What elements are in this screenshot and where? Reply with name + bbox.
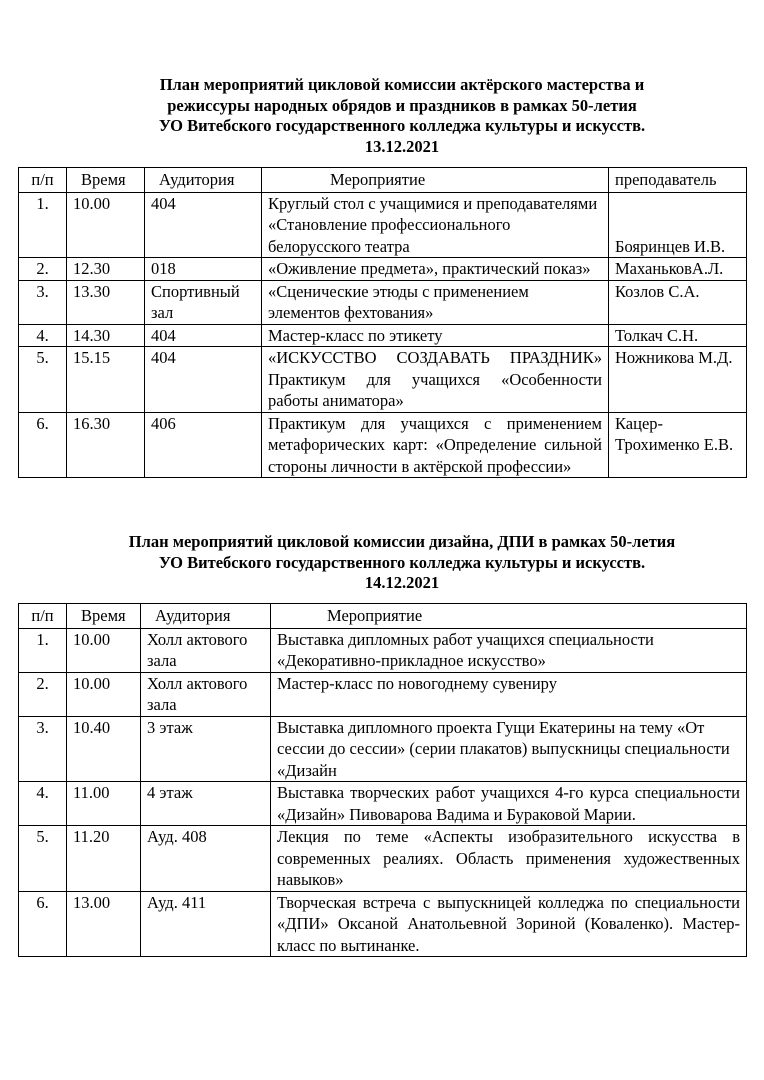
header-teacher: преподаватель	[609, 168, 747, 193]
row-time: 13.00	[67, 891, 141, 957]
header-num: п/п	[19, 168, 67, 193]
row-time: 10.40	[67, 716, 141, 782]
row-event: Выставка дипломных работ учащихся специальности «Декоративно-прикладное искусство»	[271, 628, 747, 672]
row-time: 16.30	[67, 412, 145, 478]
row-teacher: МаханьковА.Л.	[609, 258, 747, 281]
row-num: 6.	[19, 412, 67, 478]
row-event: Лекция по теме «Аспекты изобразительного искусства в современных реалиях. Область применения художественных навыков»	[271, 826, 747, 892]
row-teacher: Козлов С.А.	[609, 280, 747, 324]
table-row	[19, 891, 747, 957]
table-row	[19, 347, 747, 413]
row-time: 12.30	[67, 258, 145, 281]
plan2-table	[18, 603, 747, 957]
row-num: 1.	[19, 628, 67, 672]
row-room: Ауд. 411	[141, 891, 271, 957]
header-event: Мероприятие	[271, 604, 747, 629]
table-row	[19, 412, 747, 478]
table-row	[19, 826, 747, 892]
row-room: 406	[145, 412, 262, 478]
row-teacher: Толкач С.Н.	[609, 324, 747, 347]
row-room: 3 этаж	[141, 716, 271, 782]
header-time: Время	[67, 168, 145, 193]
table-header-row	[19, 604, 747, 629]
row-room: 4 этаж	[141, 782, 271, 826]
row-time: 11.20	[67, 826, 141, 892]
table-row	[19, 258, 747, 281]
plan1-title-line: УО Витебского государственного колледжа культуры и искусств.	[158, 116, 646, 135]
row-num: 3.	[19, 280, 67, 324]
plan2-title-line: План мероприятий цикловой комиссии дизайна, ДПИ в рамках 50-летия	[128, 532, 676, 551]
row-room: 404	[145, 192, 262, 258]
plan1-title-line: План мероприятий цикловой комиссии актёрского мастерства и	[159, 75, 645, 94]
table-row	[19, 782, 747, 826]
table-row	[19, 192, 747, 258]
row-num: 6.	[19, 891, 67, 957]
row-num: 5.	[19, 347, 67, 413]
plan1-title-line: режиссуры народных обрядов и праздников в рамках 50-летия	[167, 95, 637, 115]
row-event: «Сценические этюды с применением элементов фехтования»	[262, 280, 609, 324]
row-teacher: Ножникова М.Д.	[609, 347, 747, 413]
row-event: Творческая встреча с выпускницей колледжа по специальности «ДПИ» Оксаной Анатольевной Зориной (Коваленко). Мастер-класс по вытинанке.	[271, 891, 747, 957]
row-teacher: Бояринцев И.В.	[609, 192, 747, 258]
table-row	[19, 280, 747, 324]
row-time: 10.00	[67, 628, 141, 672]
row-room: Спортивный зал	[145, 280, 262, 324]
row-room: 404	[145, 347, 262, 413]
row-time: 10.00	[67, 192, 145, 258]
row-event: «Оживление предмета», практический показ»	[262, 258, 609, 281]
row-event: Мастер-класс по новогоднему сувениру	[271, 672, 747, 716]
row-num: 1.	[19, 192, 67, 258]
row-event: Мастер-класс по этикету	[262, 324, 609, 347]
row-room: Холл актового зала	[141, 628, 271, 672]
header-event: Мероприятие	[262, 168, 609, 193]
table-row	[19, 324, 747, 347]
row-time: 13.30	[67, 280, 145, 324]
row-event: Выставка дипломного проекта Гущи Екатерины на тему «От сессии до сессии» (серии плакатов) выпускницы специальности «Дизайн	[271, 716, 747, 782]
row-num: 5.	[19, 826, 67, 892]
row-room: Холл актового зала	[141, 672, 271, 716]
header-room: Аудитория	[141, 604, 271, 629]
plan2-title-line: УО Витебского государственного колледжа культуры и искусств.	[158, 552, 646, 572]
row-room: Ауд. 408	[141, 826, 271, 892]
row-time: 10.00	[67, 672, 141, 716]
table-row	[19, 628, 747, 672]
table-row	[19, 716, 747, 782]
row-room: 018	[145, 258, 262, 281]
plan1-title	[40, 75, 764, 157]
row-teacher: Кацер-Трохименко Е.В.	[609, 412, 747, 478]
row-num: 3.	[19, 716, 67, 782]
table-header-row	[19, 168, 747, 193]
row-time: 15.15	[67, 347, 145, 413]
header-time: Время	[67, 604, 141, 629]
row-num: 4.	[19, 782, 67, 826]
plan2-date: 14.12.2021	[364, 573, 440, 592]
header-num: п/п	[19, 604, 67, 629]
row-num: 2.	[19, 672, 67, 716]
plan2-title	[40, 532, 764, 594]
row-room: 404	[145, 324, 262, 347]
header-room: Аудитория	[145, 168, 262, 193]
plan1-table	[18, 167, 747, 478]
row-event: Выставка творческих работ учащихся 4-го курса специальности «Дизайн» Пивоварова Вадима и Бураковой Марии.	[271, 782, 747, 826]
table-row	[19, 672, 747, 716]
row-num: 4.	[19, 324, 67, 347]
row-time: 11.00	[67, 782, 141, 826]
row-event: «ИСКУССТВО СОЗДАВАТЬ ПРАЗДНИК» Практикум для учащихся «Особенности работы аниматора»	[262, 347, 609, 413]
row-event: Практикум для учащихся с применением метафорических карт: «Определение сильной стороны личности в актёрской профессии»	[262, 412, 609, 478]
row-num: 2.	[19, 258, 67, 281]
plan1-date: 13.12.2021	[364, 136, 440, 156]
row-event: Круглый стол с учащимися и преподавателями «Становление профессионального белорусского театра	[262, 192, 609, 258]
row-time: 14.30	[67, 324, 145, 347]
